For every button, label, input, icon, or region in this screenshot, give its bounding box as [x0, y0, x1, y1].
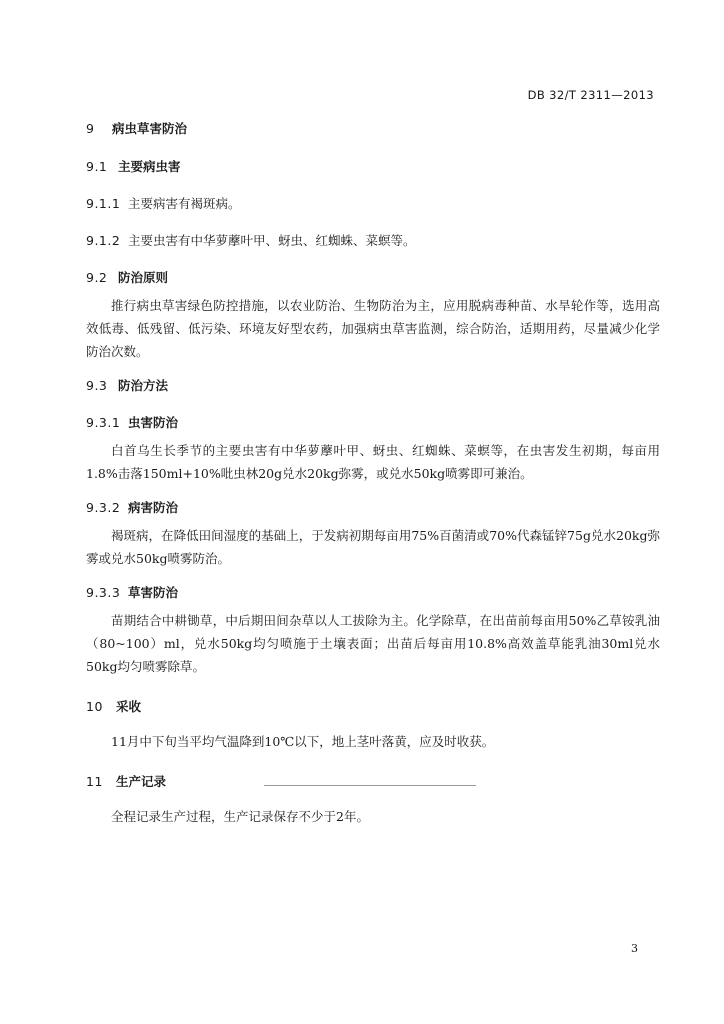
clause-number: 9.1.1	[86, 196, 121, 211]
paragraph-9-3-1: 白首乌生长季节的主要虫害有中华萝藦叶甲、蚜虫、红蜘蛛、菜螟等，在虫害发生初期，每亩用1.8%击落150ml+10%吡虫林20g兑水20kg弥雾，或兑水50kg喷雾即可兼治。	[86, 443, 660, 481]
section-number: 9.3.2	[86, 500, 121, 515]
section-title: 采收	[116, 699, 142, 714]
clause-number: 9.1.2	[86, 233, 121, 248]
end-rule	[264, 785, 476, 786]
section-9-3-3-heading	[86, 584, 660, 602]
section-9-2-heading	[86, 269, 660, 287]
clause-text: 主要虫害有中华萝藦叶甲、蚜虫、红蜘蛛、菜螟等。	[128, 233, 416, 248]
section-number: 9.3	[86, 378, 108, 393]
paragraph-9-2: 推行病虫草害绿色防控措施，以农业防治、生物防治为主，应用脱病毒种苗、水旱轮作等，选用高效低毒、低残留、低污染、环境友好型农药，加强病虫草害监测，综合防治，适期用药，尽量减少化学防治次数。	[86, 298, 660, 359]
clause-9-1-2	[86, 232, 660, 250]
section-title: 防治原则	[118, 270, 169, 285]
section-number: 9.3.1	[86, 415, 121, 430]
clause-text: 主要病害有褐斑病。	[128, 196, 241, 211]
paragraph-11: 全程记录生产过程，生产记录保存不少于2年。	[111, 809, 369, 824]
section-title: 防治方法	[118, 378, 169, 393]
section-number: 9.2	[86, 270, 108, 285]
section-9-3-2-heading	[86, 499, 660, 517]
section-9-heading	[86, 120, 660, 138]
section-number: 11	[86, 774, 103, 789]
paragraph-9-3-3: 苗期结合中耕锄草，中后期田间杂草以人工拔除为主。化学除草，在出苗前每亩用50%乙草铵乳油（80~100）ml，兑水50kg均匀喷施于土壤表面；出苗后每亩用10.8%高效盖草能乳油30ml兑水50kg均匀喷雾除草。	[86, 613, 660, 674]
section-title: 草害防治	[128, 585, 179, 600]
section-title: 虫害防治	[128, 415, 179, 430]
section-number: 9.1	[86, 159, 108, 174]
document-body	[86, 120, 660, 828]
standard-id: DB 32/T 2311—2013	[527, 88, 654, 102]
page-number: 3	[631, 942, 638, 955]
section-title: 主要病虫害	[118, 159, 181, 174]
section-title: 病虫草害防治	[112, 121, 188, 136]
section-9-1-heading	[86, 158, 660, 176]
section-10-heading	[86, 698, 660, 716]
paragraph-9-3-2: 褐斑病，在降低田间湿度的基础上，于发病初期每亩用75%百菌清或70%代森锰锌75g兑水20kg弥雾或兑水50kg喷雾防治。	[86, 528, 660, 566]
section-number: 10	[86, 699, 103, 714]
section-9-3-1-heading	[86, 414, 660, 432]
section-title: 病害防治	[128, 500, 179, 515]
section-11-heading	[86, 773, 660, 791]
section-9-3-heading	[86, 377, 660, 395]
clause-9-1-1	[86, 195, 660, 213]
section-number: 9	[86, 121, 95, 136]
section-number: 9.3.3	[86, 585, 121, 600]
section-title: 生产记录	[116, 774, 167, 789]
paragraph-10: 11月中下旬当平均气温降到10℃以下，地上茎叶落黄，应及时收获。	[111, 734, 495, 749]
